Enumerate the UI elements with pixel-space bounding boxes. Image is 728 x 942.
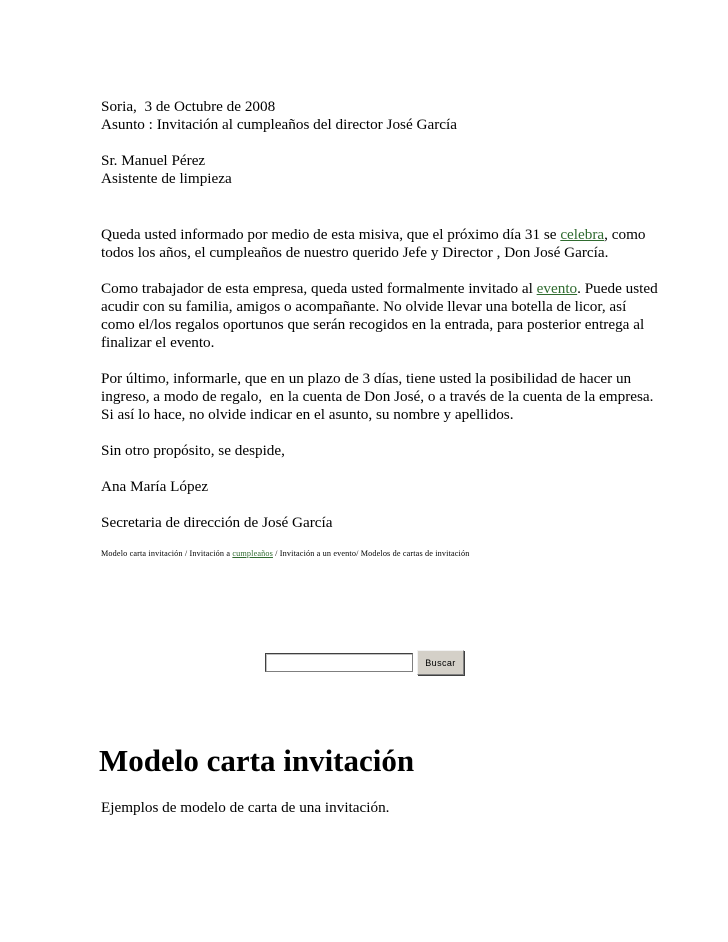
spacer xyxy=(101,352,661,370)
footer-links-text-b: / Invitación a un evento/ Modelos de cartas de invitación xyxy=(272,549,470,558)
search-form xyxy=(265,650,464,675)
recipient-name: Sr. Manuel Pérez xyxy=(101,152,206,169)
evento-link[interactable]: evento xyxy=(536,280,578,297)
paragraph-1-text-b: , como todos los años, el cumpleaños de nuestro querido Jefe y Director , Don José García. xyxy=(101,226,650,261)
subject-line: Asunto : Invitación al cumpleaños del director José García xyxy=(101,116,457,133)
signer-title: Secretaria de dirección de José García xyxy=(101,514,333,531)
spacer xyxy=(101,134,661,152)
search-button[interactable]: Buscar xyxy=(417,650,464,675)
spacer xyxy=(101,262,661,280)
signer-name: Ana María López xyxy=(101,478,209,495)
spacer xyxy=(101,496,661,514)
paragraph-1 xyxy=(101,226,661,262)
spacer xyxy=(101,188,661,206)
spacer xyxy=(101,206,661,226)
closing-line: Sin otro propósito, se despide, xyxy=(101,442,285,459)
search-input[interactable] xyxy=(265,653,413,672)
footer-links xyxy=(101,549,661,559)
section-heading: Modelo carta invitación xyxy=(99,743,415,778)
letter-body xyxy=(101,98,661,567)
cumpleanos-link[interactable]: cumpleaños xyxy=(232,549,273,558)
paragraph-2-text-a: Como trabajador de esta empresa, queda usted formalmente invitado al xyxy=(101,280,537,297)
recipient-title: Asistente de limpieza xyxy=(101,170,232,187)
spacer xyxy=(101,424,661,442)
paragraph-2 xyxy=(101,280,661,352)
paragraph-1-text-a: Queda usted informado por medio de esta misiva, que el próximo día 31 se xyxy=(101,226,561,243)
paragraph-2-text-b: . Puede usted acudir con su familia, amigos o acompañante. No olvide llevar una botella de licor, así como el/los regalos oportunos que serán recogidos en la entrada, para posterior entrega al finalizar el evento. xyxy=(101,280,662,351)
paragraph-3: Por último, informarle, que en un plazo de 3 días, tiene usted la posibilidad de hacer un ingreso, a modo de regalo, en la cuenta de Don José, o a través de la cuenta de la empresa. Si así lo hace, no olvide indicar en el asunto, su nombre y apellidos. xyxy=(101,370,658,423)
date-line: Soria, 3 de Octubre de 2008 xyxy=(101,98,276,115)
celebra-link[interactable]: celebra xyxy=(560,226,605,243)
spacer xyxy=(101,460,661,478)
section-description: Ejemplos de modelo de carta de una invitación. xyxy=(101,799,390,816)
footer-links-text-a: Modelo carta invitación / Invitación a xyxy=(101,549,233,558)
